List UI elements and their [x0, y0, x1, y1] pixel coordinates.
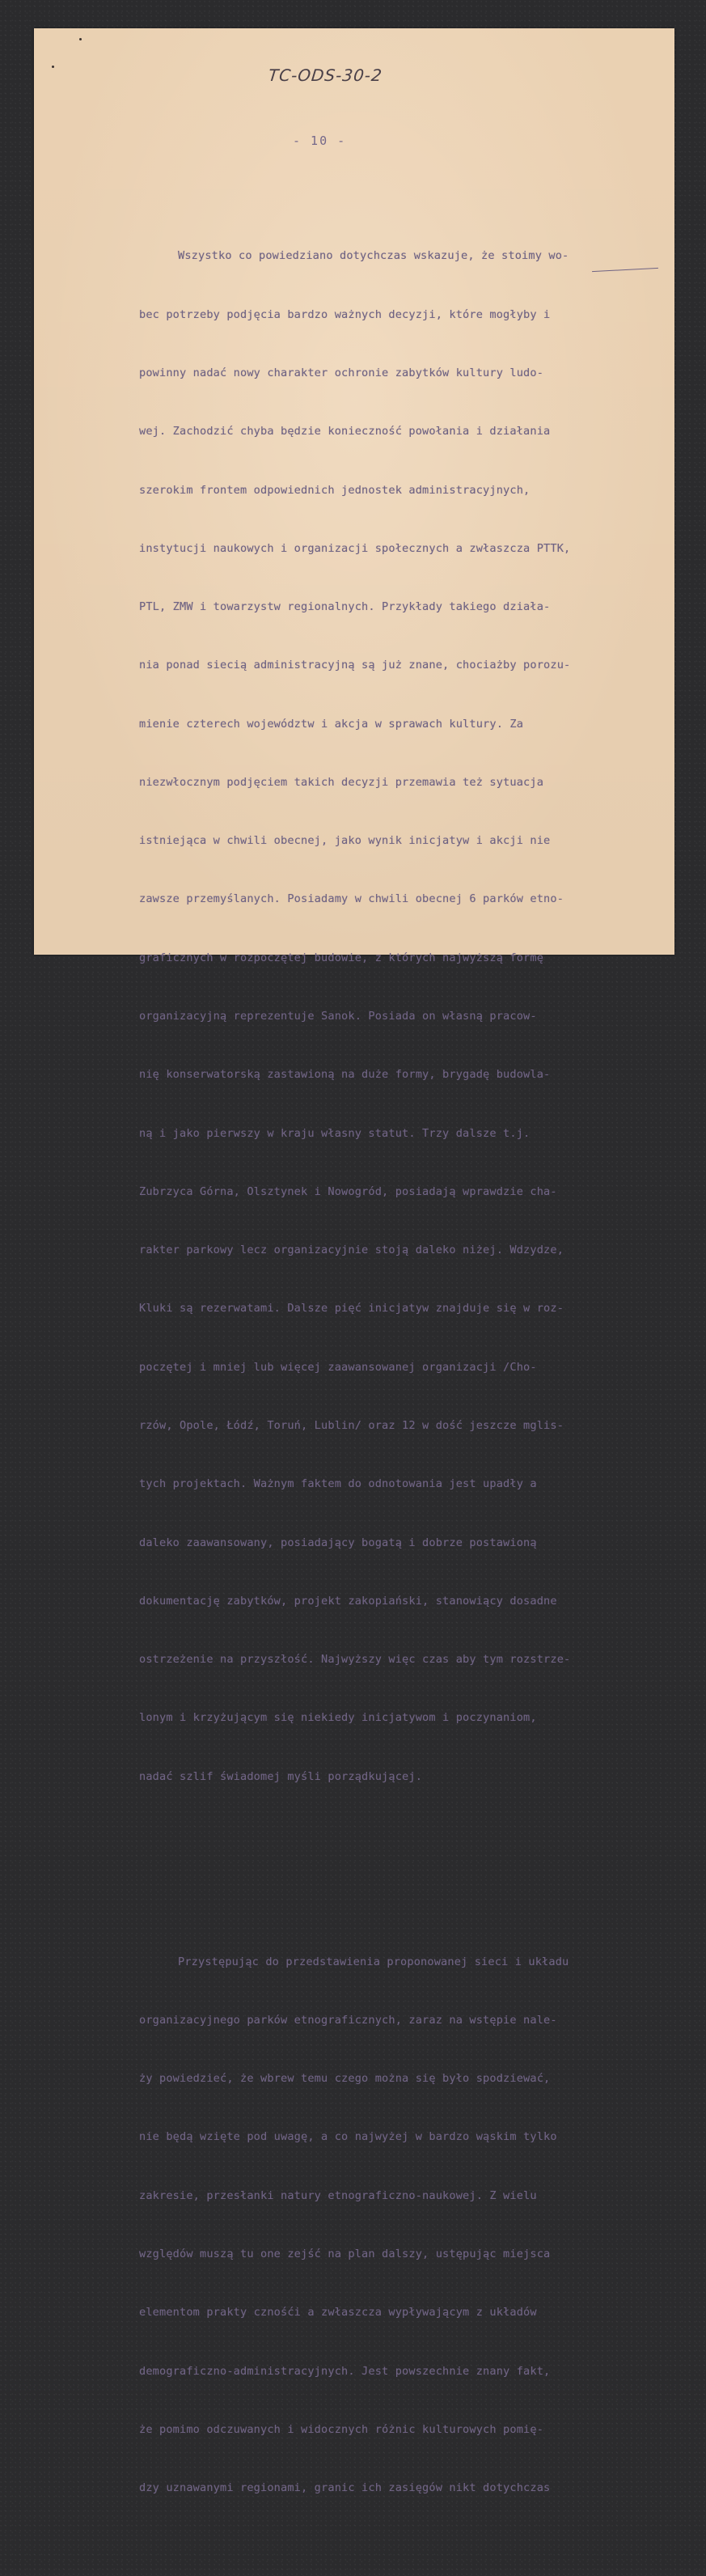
- text-line: Przystępując do przedstawienia proponowanej sieci i układu: [178, 1955, 569, 1968]
- document-page: [34, 28, 674, 2495]
- text-line: elementom prakty cznośći a zwłaszcza wypływającym z układów: [139, 2306, 537, 2320]
- paragraph-2: [139, 1913, 657, 2536]
- text-line: niezwłocznym podjęciem takich decyzji przemawia też sytuacja: [139, 775, 544, 789]
- text-line: rakter parkowy lecz organizacyjnie stoją daleko niżej. Wdzydze,: [139, 1244, 564, 1257]
- text-line: tych projektach. Ważnym faktem do odnotowania jest upadły a: [139, 1477, 537, 1491]
- text-line: lonym i krzyżującym się niekiedy inicjatywom i poczynaniom,: [139, 1711, 537, 1725]
- text-line: organizacyjnego parków etnograficznych, zaraz na wstępie nale-: [139, 2013, 557, 2027]
- text-line: daleko zaawansowany, posiadający bogatą i dobrze postawioną: [139, 1536, 537, 1549]
- text-line: że pomimo odczuwanych i widocznych różnic kulturowych pomię-: [139, 2422, 544, 2436]
- text-line: powinny nadać nowy charakter ochronie zabytków kultury ludo-: [139, 366, 544, 379]
- text-line: organizacyjną reprezentuje Sanok. Posiada on własną pracow-: [139, 1010, 537, 1023]
- text-line: ną i jako pierwszy w kraju własny statut. Trzy dalsze t.j.: [139, 1126, 531, 1140]
- text-line: ostrzeżenie na przyszłość. Najwyższy więc czas aby tym rozstrze-: [139, 1653, 571, 1667]
- text-line: nadać szlif świadomej myśli porządkującej.: [139, 1769, 423, 1783]
- ink-speck: [79, 38, 82, 40]
- text-line: mienie czterech województw i akcja w sprawach kultury. Za: [139, 717, 524, 731]
- text-line: bec potrzeby podjęcia bardzo ważnych decyzji, które mogłyby i: [139, 307, 551, 321]
- paragraph-gap: [139, 1864, 657, 1874]
- typewritten-body: [139, 168, 657, 2576]
- text-line: szerokim frontem odpowiednich jednostek administracyjnych,: [139, 483, 531, 497]
- archive-reference-handwritten: TC-ODS-30-2: [267, 66, 384, 85]
- text-line: wej. Zachodzić chyba będzie konieczność powołania i działania: [139, 425, 551, 439]
- text-line: Zubrzyca Górna, Olsztynek i Nowogród, posiadają wprawdzie cha-: [139, 1184, 557, 1198]
- text-line: instytucji naukowych i organizacji społecznych a zwłaszcza PTTK,: [139, 541, 571, 555]
- text-line: Kluki są rezerwatami. Dalsze pięć inicjatyw znajduje się w roz-: [139, 1302, 564, 1316]
- text-line: zawsze przemyślanych. Posiadamy w chwili obecnej 6 parków etno-: [139, 892, 564, 906]
- text-line: nię konserwatorską zastawioną na duże formy, brygadę budowla-: [139, 1068, 551, 1082]
- text-line: PTL, ZMW i towarzystw regionalnych. Przykłady takiego działa-: [139, 600, 551, 614]
- text-line: demograficzno-administracyjnych. Jest powszechnie znany fakt,: [139, 2364, 551, 2378]
- text-line: istniejąca w chwili obecnej, jako wynik inicjatyw i akcji nie: [139, 834, 551, 848]
- text-line: rzów, Opole, Łódź, Toruń, Lublin/ oraz 12 w dość jeszcze mglis-: [139, 1419, 564, 1432]
- text-line: nia ponad siecią administracyjną są już znane, chociażby porozu-: [139, 659, 571, 672]
- text-line: graficznych w rozpoczętej budowie, z których najwyższą formę: [139, 951, 544, 964]
- text-line: zakresie, przesłanki natury etnograficzno-naukowej. Z wielu: [139, 2188, 537, 2202]
- text-line: poczętej i mniej lub więcej zaawansowanej organizacji /Cho-: [139, 1360, 537, 1374]
- text-line: względów muszą tu one zejść na plan dalszy, ustępując miejsca: [139, 2247, 551, 2260]
- page-number: - 10 -: [293, 133, 347, 148]
- paragraph-1: [139, 207, 657, 1825]
- text-line: Wszystko co powiedziano dotychczas wskazuje, że stoimy wo-: [178, 249, 569, 263]
- text-line: dzy uznawanymi regionami, granic ich zasięgów nikt dotychczas: [139, 2481, 551, 2495]
- text-line: nie będą wzięte pod uwagę, a co najwyżej w bardzo wąskim tylko: [139, 2130, 557, 2144]
- ink-speck: [52, 66, 54, 68]
- text-line: dokumentację zabytków, projekt zakopiański, stanowiący dosadne: [139, 1594, 557, 1608]
- text-line: ży powiedzieć, że wbrew temu czego można się było spodziewać,: [139, 2072, 551, 2086]
